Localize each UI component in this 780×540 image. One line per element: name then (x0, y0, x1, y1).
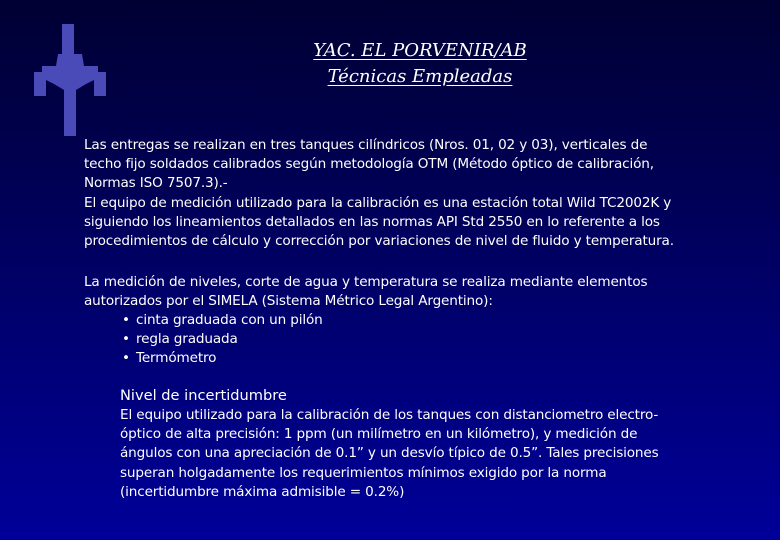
slide-title (200, 38, 640, 90)
paragraph-measurement (84, 273, 724, 311)
text-line: (incertidumbre máxima admisible = 0.2%) (120, 483, 405, 500)
bullet-icon: • (122, 350, 130, 366)
uncertainty-heading: Nivel de incertidumbre (120, 387, 287, 404)
list-item-label: Termómetro (136, 350, 217, 366)
list-item-label: regla graduada (136, 331, 238, 347)
text-line: Las entregas se realizan en tres tanques cilíndricos (Nros. 01, 02 y 03), verticales de (84, 137, 648, 153)
text-line: procedimientos de cálculo y corrección por variaciones de nivel de fluido y temperatura. (84, 233, 674, 250)
bullet-icon: • (122, 331, 130, 347)
list-item (122, 311, 323, 330)
text-line: óptico de alta precisión: 1 ppm (un milímetro en un kilómetro), y medición de (120, 426, 638, 443)
text-line: La medición de niveles, corte de agua y temperatura se realiza mediante elementos (84, 274, 648, 290)
paragraph-tanks-calibration (84, 136, 724, 251)
list-item (122, 330, 323, 349)
list-item-label: cinta graduada con un pilón (136, 312, 323, 328)
text-line: Normas ISO 7507.3).- (84, 175, 228, 192)
title-line-2: Técnicas Empleadas (327, 66, 513, 87)
instrument-list (122, 311, 323, 368)
text-line: techo fijo soldados calibrados según metodología OTM (Método óptico de calibración, (84, 156, 654, 173)
text-line: El equipo utilizado para la calibración de los tanques con distanciometro electro- (120, 407, 659, 423)
text-line: superan holgadamente los requerimientos mínimos exigido por la norma (120, 464, 607, 481)
title-line-1: YAC. EL PORVENIR/AB (313, 40, 527, 61)
text-line: El equipo de medición utilizado para la calibración es una estación total Wild TC2002K y (84, 194, 672, 211)
list-item (122, 349, 323, 368)
text-line: autorizados por el SIMELA (Sistema Métrico Legal Argentino): (84, 293, 493, 309)
emblem-logo-icon (34, 24, 106, 136)
uncertainty-paragraph (120, 406, 710, 502)
text-line: ángulos con una apreciación de 0.1” y un desvío típico de 0.5”. Tales precisiones (120, 445, 659, 462)
bullet-icon: • (122, 312, 130, 328)
emblem-shape (34, 24, 106, 136)
text-line: siguiendo los lineamientos detallados en las normas API Std 2550 en lo referente a los (84, 213, 660, 230)
